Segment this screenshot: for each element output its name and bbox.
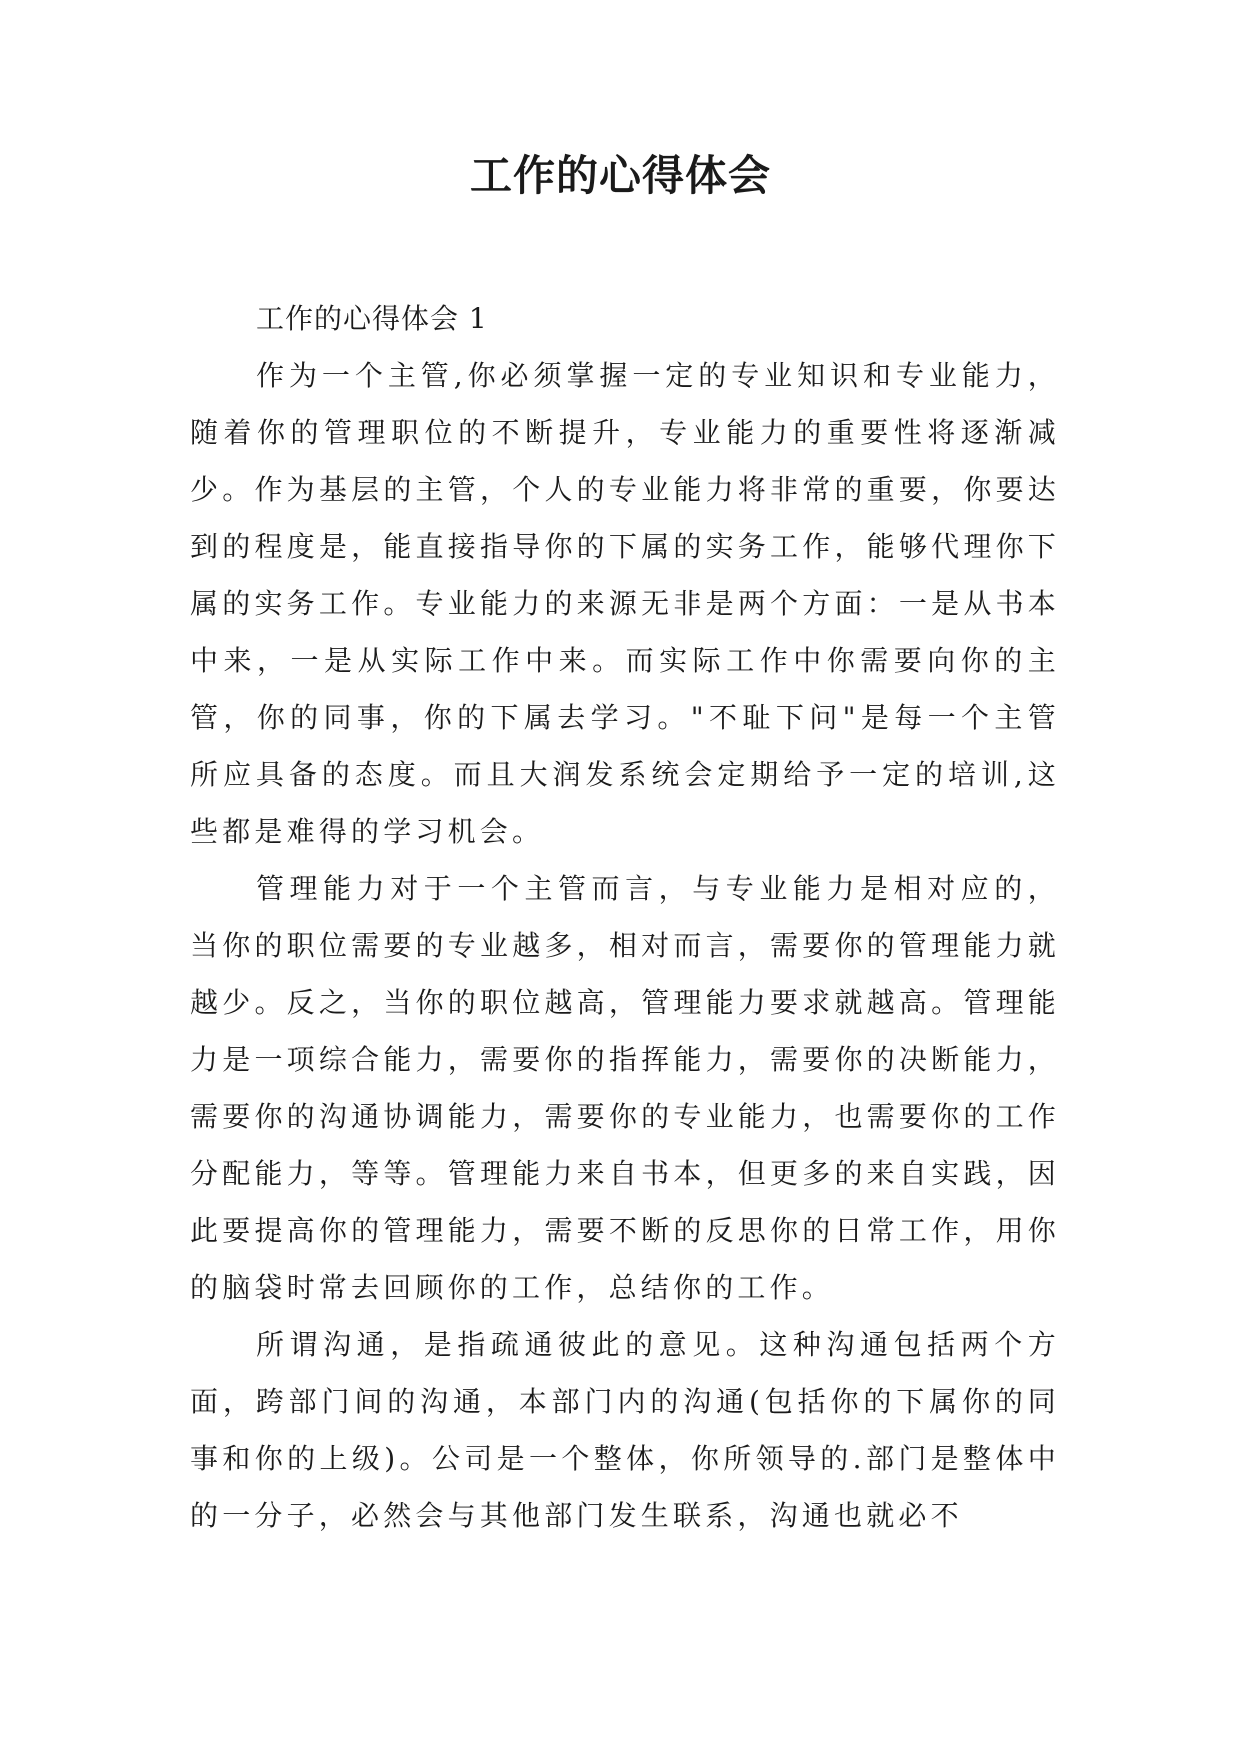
document-body (190, 290, 1060, 1544)
section-heading: 工作的心得体会 1 (256, 302, 488, 335)
paragraph-communication: 所谓沟通，是指疏通彼此的意见。这种沟通包括两个方面，跨部门间的沟通，本部门内的沟通(包括你的下属你的同事和你的上级)。公司是一个整体，你所领导的.部门是整体中的一分子，必然会与其他部门发生联系，沟通也就必不 (190, 1328, 1060, 1532)
paragraph-professional-skills: 作为一个主管,你必须掌握一定的专业知识和专业能力，随着你的管理职位的不断提升，专业能力的重要性将逐渐减少。作为基层的主管，个人的专业能力将非常的重要，你要达到的程度是，能直接指导你的下属的实务工作，能够代理你下属的实务工作。专业能力的来源无非是两个方面：一是从书本中来，一是从实际工作中来。而实际工作中你需要向你的主管，你的同事，你的下属去学习。"不耻下问"是每一个主管所应具备的态度。而且大润发系统会定期给予一定的培训,这些都是难得的学习机会。 (190, 359, 1060, 848)
document-title: 工作的心得体会 (469, 151, 771, 200)
paragraph-management-skills: 管理能力对于一个主管而言，与专业能力是相对应的，当你的职位需要的专业越多，相对而言，需要你的管理能力就越少。反之，当你的职位越高，管理能力要求就越高。管理能力是一项综合能力，需要你的指挥能力，需要你的决断能力，需要你的沟通协调能力，需要你的专业能力，也需要你的工作分配能力，等等。管理能力来自书本，但更多的来自实践，因此要提高你的管理能力，需要不断的反思你的日常工作，用你的脑袋时常去回顾你的工作，总结你的工作。 (190, 872, 1060, 1304)
